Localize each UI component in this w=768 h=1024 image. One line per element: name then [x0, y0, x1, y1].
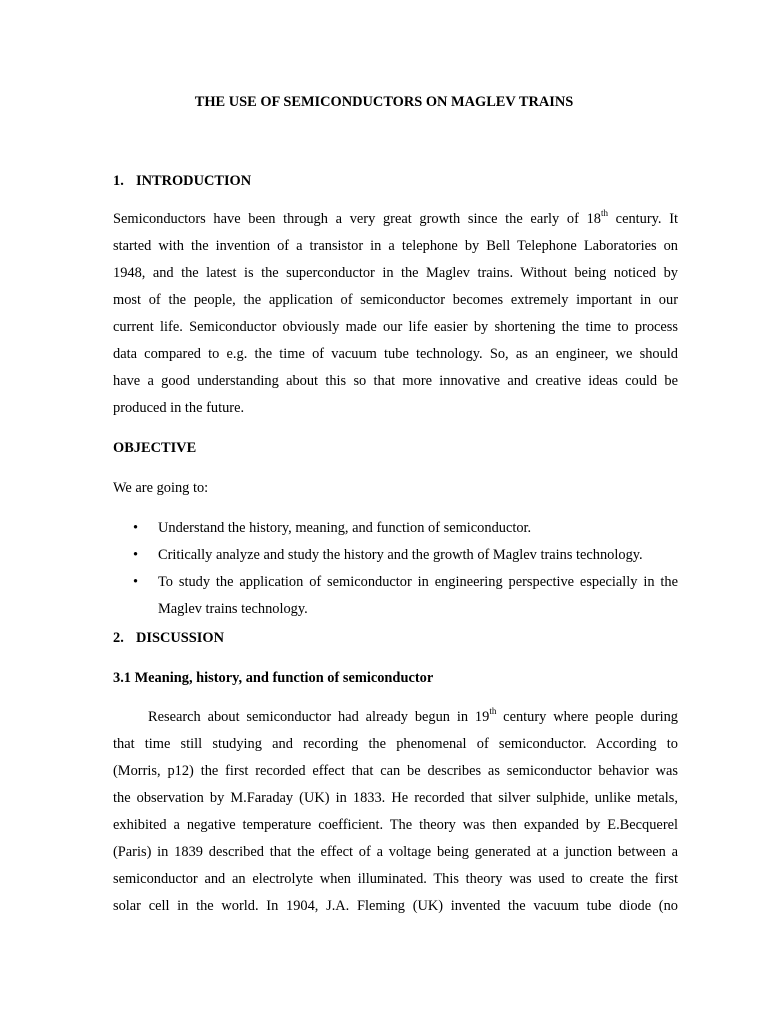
bullet-icon: • — [133, 547, 139, 563]
document-title: THE USE OF SEMICONDUCTORS ON MAGLEV TRAINS — [194, 94, 574, 110]
paragraph-line: Research about semiconductor had already begun in 19th century where people during — [148, 706, 678, 725]
section-title: DISCUSSION — [136, 630, 224, 646]
paragraph-line: have a good understanding about this so that more innovative and creative ideas could be — [113, 373, 678, 389]
objective-list — [113, 515, 678, 623]
paragraph-line: current life. Semiconductor obviously made our life easier by shortening the time to process — [113, 319, 678, 335]
subsection-paragraph — [113, 704, 678, 920]
section-number: 2. — [113, 630, 124, 646]
section-title: INTRODUCTION — [136, 173, 252, 189]
section-heading-introduction — [113, 172, 251, 190]
introduction-paragraph — [113, 206, 678, 422]
list-item: • Understand the history, meaning, and function of semiconductor. — [113, 515, 678, 542]
section-number: 1. — [113, 173, 124, 189]
paragraph-line: (Paris) in 1839 described that the effect of a voltage being generated at a junction between a — [113, 844, 678, 860]
paragraph-line: that time still studying and recording the phenomenal of semiconductor. According to — [113, 736, 678, 752]
paragraph-line: exhibited a negative temperature coefficient. The theory was then expanded by E.Becquerel — [113, 817, 678, 833]
paragraph-line: data compared to e.g. the time of vacuum tube technology. So, as an engineer, we should — [113, 346, 678, 362]
paragraph-line: produced in the future. — [113, 400, 245, 416]
list-item: • Critically analyze and study the history and the growth of Maglev trains technology. — [113, 542, 678, 569]
bullet-icon: • — [133, 574, 139, 590]
paragraph-line: started with the invention of a transistor in a telephone by Bell Telephone Laboratories on — [113, 238, 678, 254]
paragraph-line: the observation by M.Faraday (UK) in 1833. He recorded that silver sulphide, unlike metals, — [113, 790, 678, 806]
list-item: • To study the application of semiconductor in engineering perspective especially in the Maglev trains technology. — [113, 569, 678, 623]
paragraph-line: most of the people, the application of semiconductor becomes extremely important in our — [113, 292, 678, 308]
paragraph-line: semiconductor and an electrolyte when illuminated. This theory was used to create the first — [113, 871, 678, 887]
objective-heading: OBJECTIVE — [113, 440, 197, 456]
bullet-icon: • — [133, 520, 139, 536]
paragraph-line: (Morris, p12) the first recorded effect that can be describes as semiconductor behavior was — [113, 763, 678, 779]
section-heading-discussion — [113, 629, 224, 647]
objective-intro: We are going to: — [113, 480, 209, 496]
paragraph-line: Semiconductors have been through a very great growth since the early of 18th century. It — [113, 208, 678, 227]
paragraph-line: solar cell in the world. In 1904, J.A. Fleming (UK) invented the vacuum tube diode (no — [113, 898, 678, 914]
subsection-heading: 3.1 Meaning, history, and function of semiconductor — [113, 670, 434, 686]
paragraph-line: 1948, and the latest is the superconductor in the Maglev trains. Without being noticed by — [113, 265, 678, 281]
